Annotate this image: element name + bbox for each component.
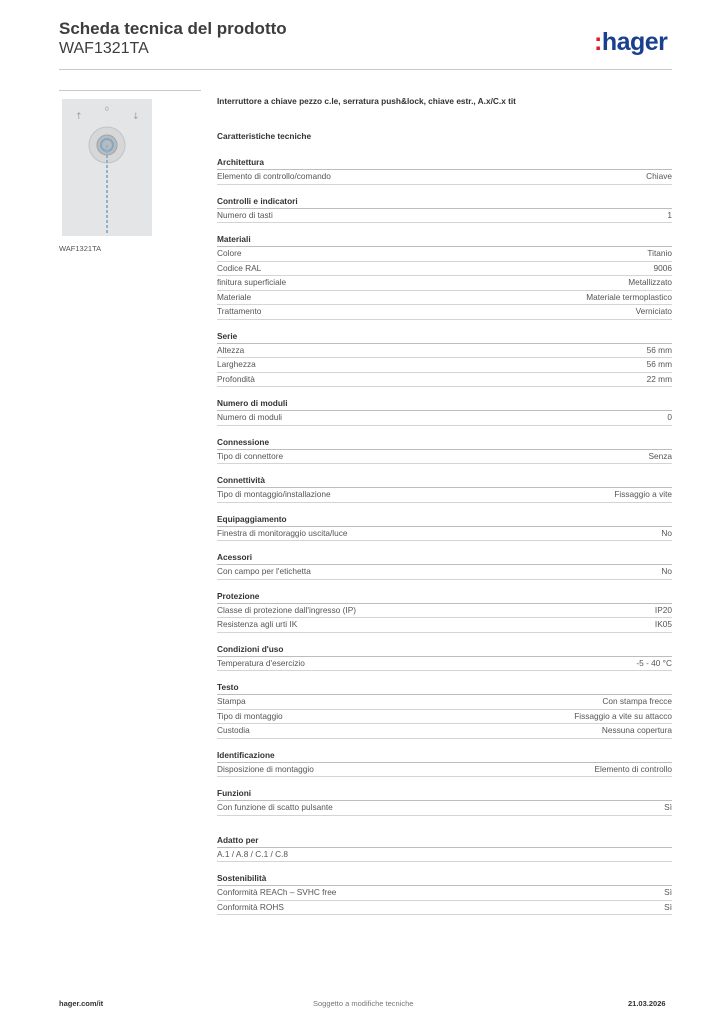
spec-row	[217, 344, 672, 359]
spec-label: Profondità	[217, 373, 255, 384]
svg-text:0: 0	[105, 106, 109, 113]
spec-value: Materiale termoplastico	[586, 291, 672, 302]
spec-group	[217, 787, 672, 816]
spec-group	[217, 156, 672, 185]
spec-group	[217, 397, 672, 426]
product-code: WAF1321TA	[59, 40, 149, 57]
spec-group-title: Connettività	[217, 474, 672, 488]
spec-label: Altezza	[217, 344, 245, 355]
spec-value: Chiave	[646, 171, 672, 181]
spec-value: 0	[667, 412, 672, 422]
spec-value: Metallizzato	[628, 277, 672, 287]
product-description: Interruttore a chiave pezzo c.le, serratura push&lock, chiave estr., A.x/C.x tit	[217, 96, 516, 106]
spec-label: Custodia	[217, 725, 250, 735]
spec-group	[217, 749, 672, 778]
spec-row	[217, 886, 672, 901]
spec-group	[217, 872, 672, 915]
spec-label: Trattamento	[217, 306, 262, 316]
spec-row	[217, 901, 672, 916]
spec-row	[217, 565, 672, 580]
spec-value: 1	[667, 209, 672, 220]
spec-label: Resistenza agli urti IK	[217, 619, 298, 629]
spec-group	[217, 513, 672, 542]
spec-group	[217, 681, 672, 739]
spec-label: Temperatura d'esercizio	[217, 657, 305, 668]
spec-group	[217, 590, 672, 633]
section-label: Caratteristiche tecniche	[217, 131, 312, 141]
spec-row	[217, 657, 672, 672]
spec-group-title: Protezione	[217, 590, 672, 604]
spec-row	[217, 358, 672, 373]
page-title: Scheda tecnica del prodotto	[59, 19, 287, 38]
spec-group	[217, 834, 672, 863]
spec-row	[217, 604, 672, 619]
footer-date: 21.03.2026	[628, 999, 666, 1008]
spec-value: No	[661, 566, 672, 576]
spec-row	[217, 801, 672, 816]
image-divider	[59, 90, 201, 91]
product-image	[62, 99, 152, 236]
spec-group	[217, 436, 672, 465]
spec-label: Con funzione di scatto pulsante	[217, 802, 333, 812]
spec-group-title: Controlli e indicatori	[217, 195, 672, 209]
spec-group	[217, 551, 672, 580]
spec-row	[217, 170, 672, 185]
spec-group-title: Funzioni	[217, 787, 672, 801]
spec-group-title: Numero di moduli	[217, 397, 672, 411]
spec-group-title: Equipaggiamento	[217, 513, 672, 527]
spec-value: IK05	[654, 619, 672, 629]
spec-label: Tipo di montaggio/installazione	[217, 489, 331, 499]
spec-label: Elemento di controllo/comando	[217, 171, 331, 181]
spec-label: Conformità ROHS	[217, 901, 284, 912]
spec-row	[217, 618, 672, 633]
spec-label: Disposizione di montaggio	[217, 763, 314, 774]
spec-value: Senza	[648, 450, 672, 461]
svg-text:↓: ↓	[132, 112, 140, 122]
spec-row	[217, 724, 672, 739]
spec-group-title: Sostenibilità	[217, 872, 672, 886]
spec-value: Fissaggio a vite su attacco	[574, 710, 672, 721]
spec-label: A.1 / A.8 / C.1 / C.8	[217, 848, 289, 859]
page-header	[59, 18, 287, 58]
spec-value: 9006	[653, 262, 672, 273]
key-switch-illustration	[62, 99, 152, 236]
spec-label: Colore	[217, 248, 242, 258]
spec-group	[217, 195, 672, 224]
spec-label: Materiale	[217, 291, 252, 302]
image-caption: WAF1321TA	[59, 244, 102, 253]
spec-value: Elemento di controllo	[594, 763, 672, 774]
spec-label: Tipo di connettore	[217, 450, 284, 461]
spec-label: Larghezza	[217, 359, 256, 369]
spec-label: Con campo per l'etichetta	[217, 566, 311, 576]
spec-value: Sì	[664, 887, 672, 897]
spec-row	[217, 488, 672, 503]
spec-row	[217, 450, 672, 465]
spec-group-title: Identificazione	[217, 749, 672, 763]
spec-value: Con stampa frecce	[602, 696, 672, 706]
spec-value: Nessuna copertura	[601, 725, 672, 735]
spec-row	[217, 411, 672, 426]
header-divider	[59, 69, 672, 70]
spec-group	[217, 643, 672, 672]
spec-row	[217, 247, 672, 262]
spec-label: Tipo di montaggio	[217, 710, 283, 721]
spec-label: Classe di protezione dall'ingresso (IP)	[217, 604, 357, 615]
spec-group-title: Materiali	[217, 233, 672, 247]
spec-value: 56 mm	[646, 344, 672, 355]
spec-group-title: Condizioni d'uso	[217, 643, 672, 657]
spec-value: 56 mm	[646, 359, 672, 369]
spec-group	[217, 474, 672, 503]
spec-group-title: Acessori	[217, 551, 672, 565]
footer-note: Soggetto a modifiche tecniche	[313, 999, 414, 1008]
spec-value: IP20	[654, 604, 672, 615]
spec-label: Numero di moduli	[217, 412, 283, 422]
hager-logo: :hager	[594, 28, 668, 56]
spec-label: Stampa	[217, 696, 246, 706]
spec-value: -5 - 40 °C	[636, 657, 672, 668]
spec-label: Codice RAL	[217, 262, 262, 273]
spec-row	[217, 710, 672, 725]
spec-group	[217, 330, 672, 388]
spec-value: Fissaggio a vite	[614, 489, 672, 499]
spec-value: Sì	[664, 802, 672, 812]
spec-row	[217, 527, 672, 542]
spec-group-title: Serie	[217, 330, 672, 344]
spec-row	[217, 763, 672, 778]
spec-group-title: Connessione	[217, 436, 672, 450]
spec-row	[217, 209, 672, 224]
spec-value: Titanio	[647, 248, 672, 258]
spec-group-title: Adatto per	[217, 834, 672, 848]
logo-text: hager	[601, 28, 668, 56]
footer-website: hager.com/it	[59, 999, 104, 1008]
spec-row	[217, 695, 672, 710]
spec-value: Sì	[664, 901, 672, 912]
svg-text:↑: ↑	[75, 112, 83, 122]
spec-row	[217, 276, 672, 291]
spec-group	[217, 233, 672, 320]
spec-row	[217, 291, 672, 306]
spec-row	[217, 305, 672, 320]
spec-content	[217, 95, 672, 925]
spec-group-title: Architettura	[217, 156, 672, 170]
spec-value: Verniciato	[635, 306, 672, 316]
spec-label: Conformità REACh – SVHC free	[217, 887, 337, 897]
spec-value: No	[661, 527, 672, 538]
spec-label: Finestra di monitoraggio uscita/luce	[217, 527, 348, 538]
spec-groups	[217, 156, 672, 915]
spec-row	[217, 848, 672, 863]
spec-value: 22 mm	[646, 373, 672, 384]
spec-group-title: Testo	[217, 681, 672, 695]
spec-label: finitura superficiale	[217, 277, 287, 287]
spec-row	[217, 262, 672, 277]
spec-label: Numero di tasti	[217, 209, 273, 220]
spec-row	[217, 373, 672, 388]
